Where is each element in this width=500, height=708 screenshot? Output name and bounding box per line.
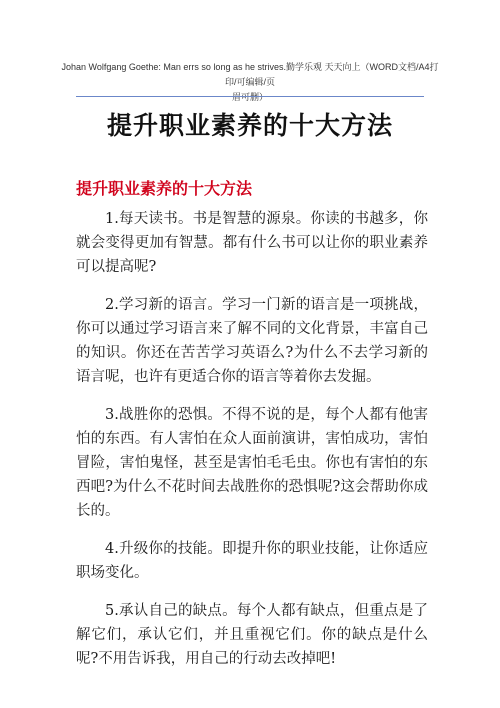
body-text [76, 207, 428, 685]
header-line-2: 眉可删） [231, 92, 268, 102]
paragraph-5: 5.承认自己的缺点。每个人都有缺点，但重点是了解它们，承认它们，并且重视它们。你的缺点是什么呢?不用告诉我，用自己的行动去改掉吧! [76, 603, 428, 667]
paragraph-2: 2.学习新的语言。学习一门新的语言是一项挑战，你可以通过学习语言来了解不同的文化背景，丰富自己的知识。你还在苦苦学习英语么?为什么不去学习新的语言呢，也许有更适合你的语言等着你去发掘。 [76, 297, 428, 385]
section-title: 提升职业素养的十大方法 [76, 179, 253, 198]
header-divider [76, 96, 424, 97]
paragraph-3: 3.战胜你的恐惧。不得不说的是，每个人都有他害怕的东西。有人害怕在众人面前演讲，害怕成功，害怕冒险，害怕鬼怪，甚至是害怕毛毛虫。你也有害怕的东西吧?为什么不花时间去战胜你的恐惧呢?这会帮助你成长的。 [76, 407, 428, 519]
document-title: 提升职业素养的十大方法 [106, 111, 393, 140]
page-header [60, 60, 440, 105]
header-line-1: Johan Wolfgang Goethe: Man errs so long as he strives.勤学乐观 天天向上（WORD文档/A4打印/可编辑/页 [61, 62, 439, 87]
paragraph-1: 1.每天读书。书是智慧的源泉。你读的书越多，你就会变得更加有智慧。都有什么书可以让你的职业素养可以提高呢? [76, 211, 428, 275]
paragraph-4: 4.升级你的技能。即提升你的职业技能，让你适应职场变化。 [76, 541, 428, 581]
